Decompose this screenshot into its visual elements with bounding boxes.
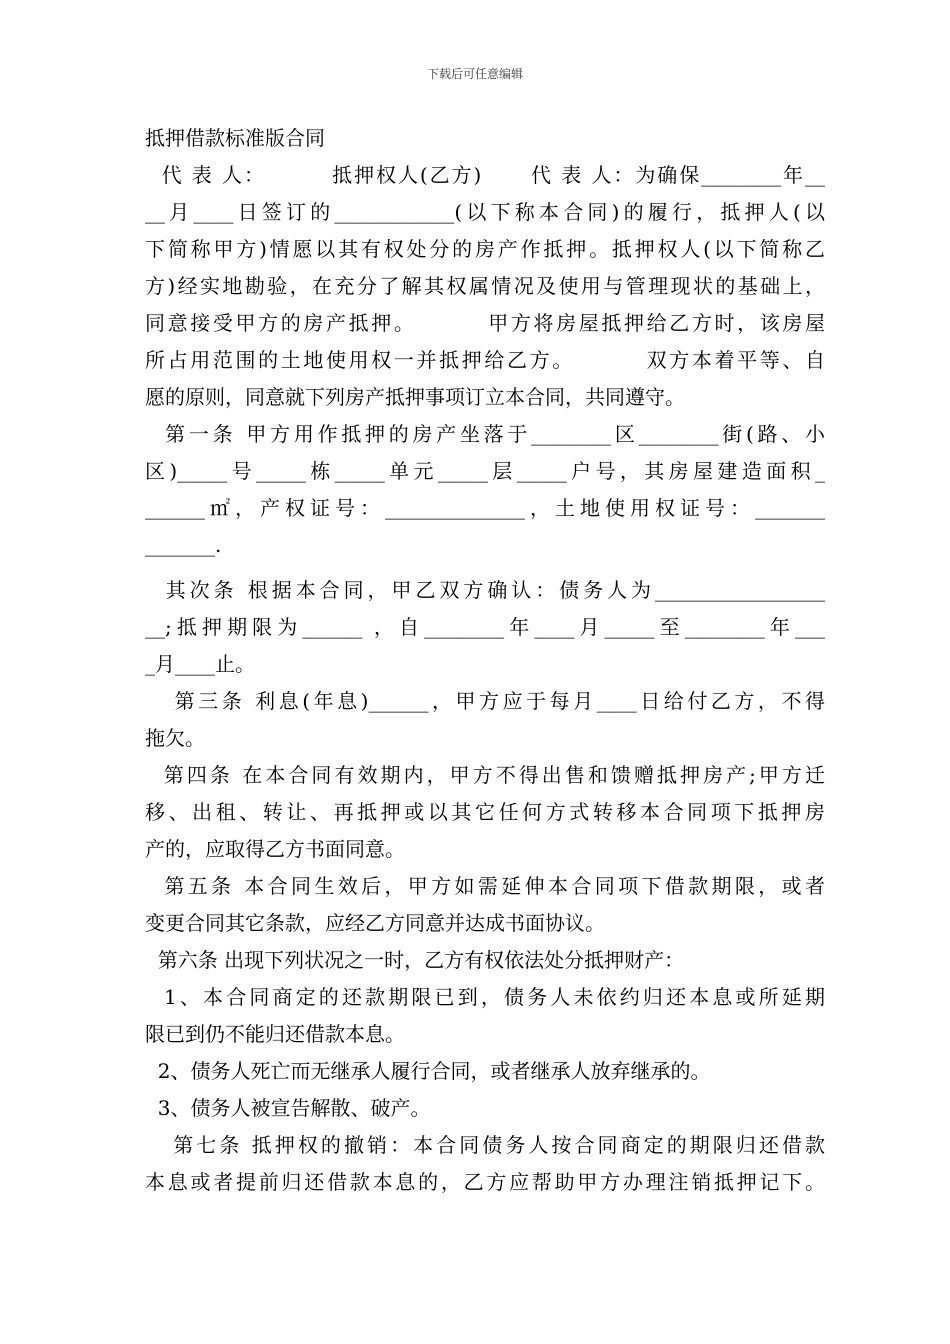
- text-line: 本息或者提前归还借款本息的，乙方应帮助甲方办理注销抵押记下。: [145, 1170, 825, 1194]
- text-line: 1、本合同商定的还款期限已到，债务人未依约归还本息或所延期: [145, 985, 825, 1009]
- text-line: 2、债务人死亡而无继承人履行合同，或者继承人放弃继承的。: [145, 1059, 711, 1083]
- text-line: 愿的原则，同意就下列房产抵押事项订立本合同，共同遵守。: [145, 385, 685, 409]
- text-line: 第四条 在本合同有效期内，甲方不得出售和馈赠抵押房产;甲方迁: [145, 763, 825, 787]
- header-note: 下载后可任意编辑: [426, 67, 523, 81]
- text-line: 产的，应取得乙方书面同意。: [145, 837, 405, 861]
- text-line: _月____止。: [145, 652, 255, 676]
- text-line: 变更合同其它条款，应经乙方同意并达成书面协议。: [145, 911, 605, 935]
- text-line: 其次条 根据本合同，甲乙双方确认：债务人为_________________: [145, 578, 825, 602]
- text-line: 下简称甲方)情愿以其有权处分的房产作抵押。抵押权人(以下简称乙: [145, 237, 825, 261]
- text-line: __月____日签订的____________(以下称本合同)的履行，抵押人(以: [145, 200, 825, 224]
- text-line: ______㎡，产权证号：______________，土地使用权证号：_______: [145, 496, 825, 520]
- text-line: 第三条 利息(年息)______，甲方应于每月____日给付乙方，不得: [145, 689, 825, 713]
- text-line: [145, 564, 825, 572]
- text-line: 移、出租、转让、再抵押或以其它任何方式转移本合同项下抵押房: [145, 800, 825, 824]
- text-line: __;抵押期限为______ ，自________年____月_____至________年___: [145, 615, 825, 639]
- document-title: 抵押借款标准版合同: [145, 126, 325, 150]
- contract-text: [145, 157, 825, 1201]
- contract-body: [145, 120, 825, 1201]
- text-line: 区)_____号_____栋_____单元_____层_____户号，其房屋建造面积_: [145, 459, 825, 483]
- text-line: 第五条 本合同生效后，甲方如需延伸本合同项下借款期限，或者: [145, 874, 825, 898]
- text-line: 拖欠。: [145, 726, 205, 750]
- text-line: 第六条 出现下列状况之一时，乙方有权依法处分抵押财产：: [145, 948, 685, 972]
- text-line: 同意接受甲方的房产抵押。 甲方将房屋抵押给乙方时，该房屋: [145, 311, 825, 335]
- text-line: _______.: [145, 533, 222, 557]
- text-line: 限已到仍不能归还借款本息。: [145, 1022, 405, 1046]
- text-line: 第一条 甲方用作抵押的房产坐落于________区________街(路、小: [145, 422, 825, 446]
- text-line: 方)经实地勘验，在充分了解其权属情况及使用与管理现状的基础上，: [145, 274, 825, 298]
- text-line: 所占用范围的土地使用权一并抵押给乙方。 双方本着平等、自: [145, 348, 825, 372]
- text-line: 第七条 抵押权的撤销：本合同债务人按合同商定的期限归还借款: [145, 1133, 825, 1157]
- text-line: 3、债务人被宣告解散、破产。: [145, 1096, 431, 1120]
- text-line: 代 表 人： 抵押权人(乙方) 代 表 人：为确保________年__: [145, 163, 825, 187]
